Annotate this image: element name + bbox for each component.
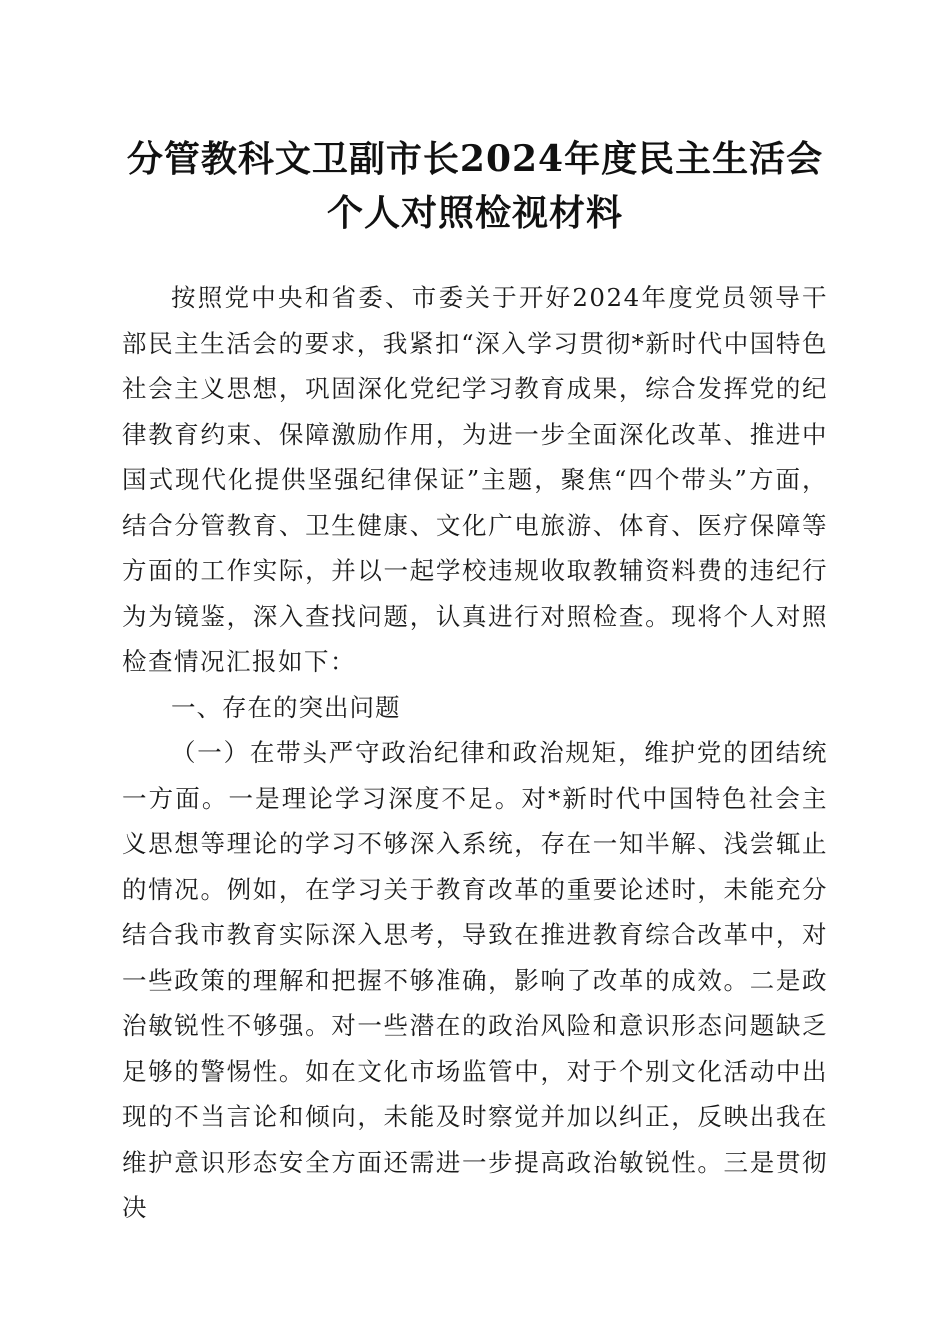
section-heading: 一、存在的突出问题 <box>171 692 401 722</box>
document-title: 分管教科文卫副市长2024年度民主生活会个人对照检视材料 <box>126 138 824 234</box>
intro-paragraph: 按照党中央和省委、市委关于开好2024年度党员领导干部民主生活会的要求，我紧扣“深入学习贯彻*新时代中国特色社会主义思想，巩固深化党纪学习教育成果，综合发挥党的纪律教育约束、保障激励作用，为进一步全面深化改革、推进中国式现代化提供坚强纪律保证”主题，聚焦“四个带头”方面，结合分管教育、卫生健康、文化广电旅游、体育、医疗保障等方面的工作实际，并以一起学校违规收取教辅资料费的违纪行为为镜鉴，深入查找问题，认真进行对照检查。现将个人对照检查情况汇报如下： <box>122 283 828 676</box>
subsection-text: 一是理论学习深度不足。对*新时代中国特色社会主义思想等理论的学习不够深入系统，存在一知半解、浅尝辄止的情况。例如，在学习关于教育改革的重要论述时，未能充分结合我市教育实际深入思考，导致在推进教育综合改革中，对一些政策的理解和把握不够准确，影响了改革的成效。二是政治敏锐性不够强。对一些潜在的政治风险和意识形态问题缺乏足够的警惕性。如在文化市场监管中，对于个别文化活动中出现的不当言论和倾向，未能及时察觉并加以纠正，反映出我在维护意识形态安全方面还需进一步提高政治敏锐性。三是贯彻决 <box>122 783 828 1222</box>
subsection-paragraph <box>122 730 828 1231</box>
document-body <box>122 275 828 1231</box>
subsection-heading: （一）在带头严守政治纪律和政治规矩，维护党的团结统一方面。 <box>122 738 828 813</box>
